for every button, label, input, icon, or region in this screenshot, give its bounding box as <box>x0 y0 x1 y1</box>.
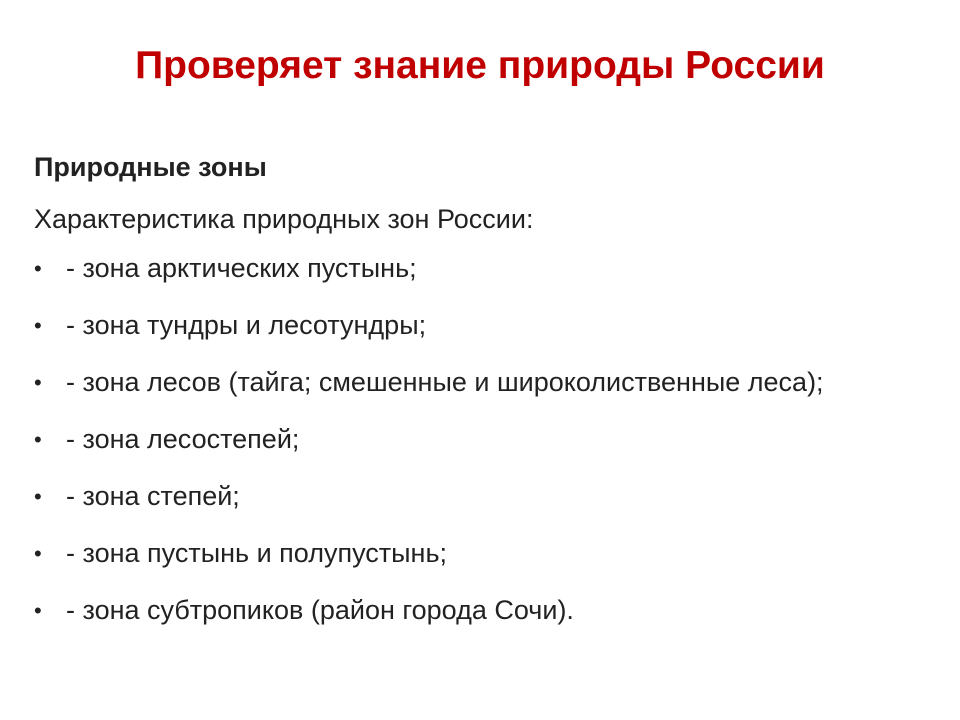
bullet-icon: • <box>34 598 42 623</box>
bullet-icon: • <box>34 541 42 566</box>
zone-text: - зона арктических пустынь; <box>66 253 417 283</box>
list-item <box>34 304 914 347</box>
list-item <box>34 418 914 461</box>
zone-text: - зона тундры и лесотундры; <box>66 310 427 340</box>
zone-text: - зона субтропиков (район города Сочи). <box>66 595 574 625</box>
zone-text: - зона лесов (тайга; смешенные и широколиственные леса); <box>66 367 824 397</box>
list-item <box>34 247 914 290</box>
list-item <box>34 532 914 575</box>
bullet-icon: • <box>34 256 42 281</box>
list-item <box>34 475 914 518</box>
bullet-icon: • <box>34 427 42 452</box>
list-item <box>34 589 914 632</box>
slide-title: Проверяет знание природы России <box>135 44 825 87</box>
zone-text: - зона лесостепей; <box>66 424 300 454</box>
zone-text: - зона степей; <box>66 481 240 511</box>
zone-list <box>34 247 914 632</box>
list-item <box>34 361 914 404</box>
intro-text: Характеристика природных зон России: <box>34 204 534 234</box>
bullet-icon: • <box>34 370 42 395</box>
bullet-icon: • <box>34 313 42 338</box>
slide-content <box>34 143 914 632</box>
zone-text: - зона пустынь и полупустынь; <box>66 538 448 568</box>
section-heading: Природные зоны <box>34 152 267 182</box>
bullet-icon: • <box>34 484 42 509</box>
